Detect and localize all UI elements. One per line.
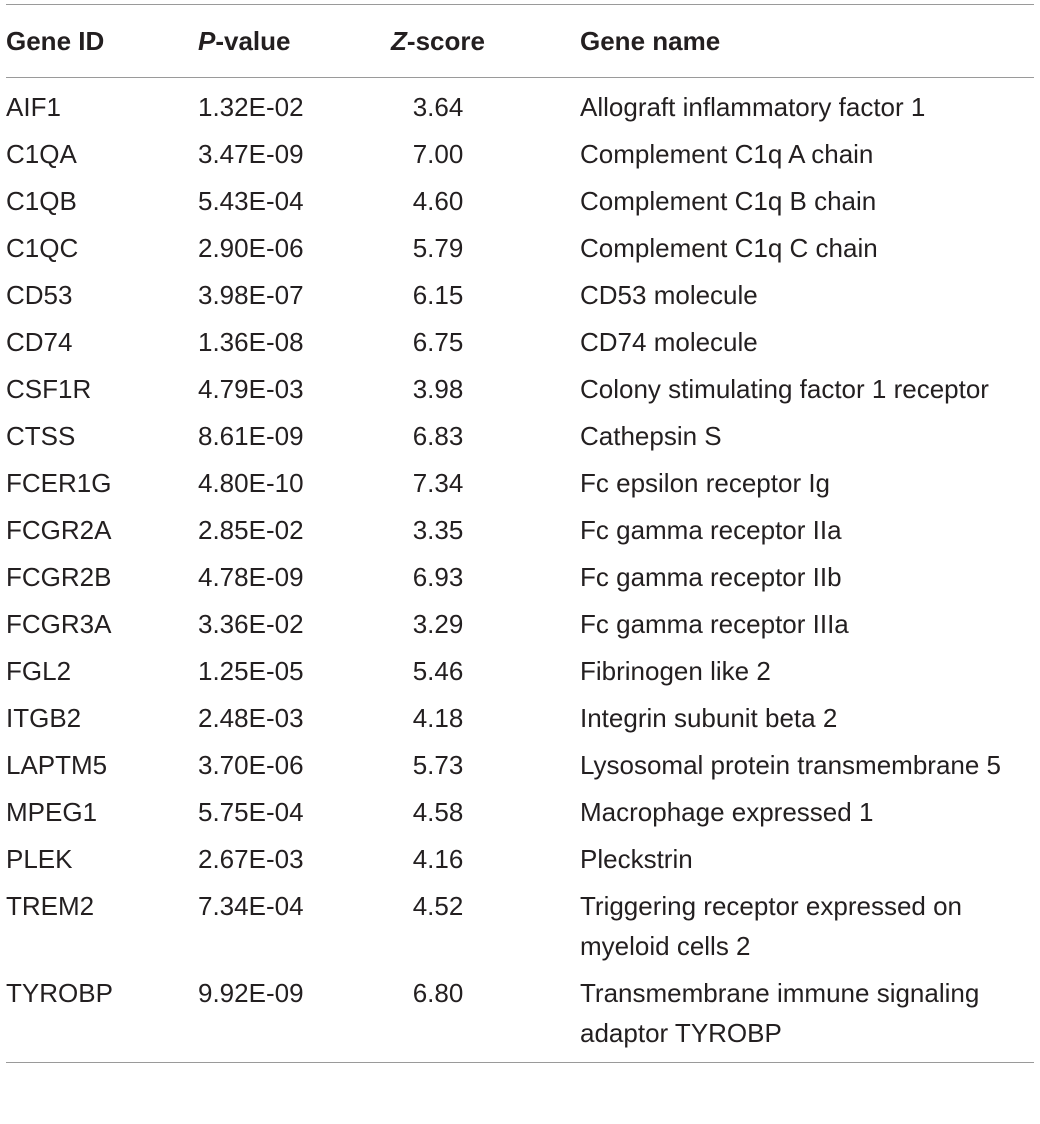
gene-id-cell: FGL2 bbox=[6, 655, 72, 686]
gene-id-cell: ITGB2 bbox=[6, 702, 82, 733]
gene-name-cell: Complement C1q B chain bbox=[580, 185, 877, 216]
header-gene-name: Gene name bbox=[580, 26, 721, 56]
table-row bbox=[6, 600, 1034, 647]
z-score-cell: 4.18 bbox=[412, 702, 464, 733]
gene-name-cell: Complement C1q C chain bbox=[580, 232, 878, 263]
gene-name-cell: Triggering receptor expressed on myeloid cells 2 bbox=[580, 890, 963, 961]
gene-id-cell: AIF1 bbox=[6, 91, 61, 122]
gene-name-cell: CD53 molecule bbox=[580, 279, 758, 310]
gene-table bbox=[6, 4, 1034, 1063]
table-row bbox=[6, 83, 1034, 130]
gene-id-cell: CD53 bbox=[6, 279, 73, 310]
p-value-cell: 1.36E-08 bbox=[198, 326, 304, 357]
p-value-cell: 2.90E-06 bbox=[198, 232, 304, 263]
p-value-cell: 2.67E-03 bbox=[198, 843, 304, 874]
table-row bbox=[6, 318, 1034, 365]
p-value-cell: 5.43E-04 bbox=[198, 185, 304, 216]
gene-id-cell: PLEK bbox=[6, 843, 73, 874]
z-score-cell: 4.58 bbox=[412, 796, 464, 827]
gene-id-cell: LAPTM5 bbox=[6, 749, 108, 780]
z-score-cell: 5.79 bbox=[412, 232, 464, 263]
table-row bbox=[6, 177, 1034, 224]
gene-name-cell: Colony stimulating factor 1 receptor bbox=[580, 373, 989, 404]
table-row bbox=[6, 224, 1034, 271]
z-score-cell: 4.60 bbox=[412, 185, 464, 216]
z-score-cell: 3.64 bbox=[412, 91, 464, 122]
p-value-cell: 7.34E-04 bbox=[198, 890, 304, 921]
table-row bbox=[6, 647, 1034, 694]
z-score-cell: 3.29 bbox=[412, 608, 464, 639]
gene-name-cell: Macrophage expressed 1 bbox=[580, 796, 874, 827]
gene-id-cell: C1QA bbox=[6, 138, 77, 169]
p-value-cell: 3.47E-09 bbox=[198, 138, 304, 169]
gene-name-cell: Fc epsilon receptor Ig bbox=[580, 467, 831, 498]
table-row bbox=[6, 835, 1034, 882]
z-score-cell: 6.83 bbox=[412, 420, 464, 451]
p-value-cell: 3.70E-06 bbox=[198, 749, 304, 780]
z-score-cell: 6.75 bbox=[412, 326, 464, 357]
gene-id-cell: CD74 bbox=[6, 326, 73, 357]
p-value-cell: 8.61E-09 bbox=[198, 420, 304, 451]
gene-name-cell: Allograft inflammatory factor 1 bbox=[580, 91, 926, 122]
table-row bbox=[6, 506, 1034, 553]
table-row bbox=[6, 882, 1034, 969]
p-value-cell: 1.25E-05 bbox=[198, 655, 304, 686]
z-score-cell: 3.98 bbox=[412, 373, 464, 404]
z-score-cell: 5.73 bbox=[412, 749, 464, 780]
header-gene-id: Gene ID bbox=[6, 26, 105, 56]
table-body bbox=[6, 78, 1034, 1062]
gene-name-cell: Cathepsin S bbox=[580, 420, 722, 451]
table-row bbox=[6, 271, 1034, 318]
z-score-cell: 4.16 bbox=[412, 843, 464, 874]
z-score-cell: 5.46 bbox=[412, 655, 464, 686]
gene-id-cell: MPEG1 bbox=[6, 796, 98, 827]
table-row bbox=[6, 788, 1034, 835]
p-value-cell: 4.79E-03 bbox=[198, 373, 304, 404]
gene-id-cell: C1QC bbox=[6, 232, 79, 263]
gene-name-cell: Fc gamma receptor IIa bbox=[580, 514, 842, 545]
gene-id-cell: C1QB bbox=[6, 185, 77, 216]
gene-name-cell: Fibrinogen like 2 bbox=[580, 655, 771, 686]
p-value-cell: 9.92E-09 bbox=[198, 977, 304, 1008]
table-row bbox=[6, 365, 1034, 412]
gene-id-cell: TYROBP bbox=[6, 977, 113, 1008]
header-p-value: P-value bbox=[198, 26, 291, 56]
table-row bbox=[6, 694, 1034, 741]
p-value-cell: 3.36E-02 bbox=[198, 608, 304, 639]
gene-name-cell: Transmembrane immune signaling adaptor TYROBP bbox=[580, 977, 980, 1048]
gene-name-cell: CD74 molecule bbox=[580, 326, 758, 357]
gene-id-cell: CTSS bbox=[6, 420, 76, 451]
z-score-cell: 7.00 bbox=[412, 138, 464, 169]
gene-name-cell: Integrin subunit beta 2 bbox=[580, 702, 838, 733]
table-row bbox=[6, 969, 1034, 1056]
z-score-cell: 4.52 bbox=[412, 890, 464, 921]
gene-id-cell: CSF1R bbox=[6, 373, 92, 404]
table-row bbox=[6, 130, 1034, 177]
p-value-cell: 2.85E-02 bbox=[198, 514, 304, 545]
p-value-cell: 1.32E-02 bbox=[198, 91, 304, 122]
p-value-cell: 4.78E-09 bbox=[198, 561, 304, 592]
gene-id-cell: FCER1G bbox=[6, 467, 112, 498]
gene-name-cell: Complement C1q A chain bbox=[580, 138, 874, 169]
table-row bbox=[6, 412, 1034, 459]
table-row bbox=[6, 459, 1034, 506]
p-value-cell: 2.48E-03 bbox=[198, 702, 304, 733]
header-z-score: Z-score bbox=[391, 26, 485, 56]
bottom-rule bbox=[6, 1062, 1034, 1063]
p-value-cell: 3.98E-07 bbox=[198, 279, 304, 310]
z-score-cell: 3.35 bbox=[412, 514, 464, 545]
p-value-cell: 4.80E-10 bbox=[198, 467, 304, 498]
gene-name-cell: Fc gamma receptor IIb bbox=[580, 561, 842, 592]
gene-name-cell: Fc gamma receptor IIIa bbox=[580, 608, 849, 639]
z-score-cell: 6.15 bbox=[412, 279, 464, 310]
table-row bbox=[6, 553, 1034, 600]
table-row bbox=[6, 741, 1034, 788]
gene-id-cell: FCGR3A bbox=[6, 608, 112, 639]
gene-id-cell: FCGR2A bbox=[6, 514, 112, 545]
gene-name-cell: Pleckstrin bbox=[580, 843, 693, 874]
table-header bbox=[6, 5, 1034, 77]
z-score-cell: 7.34 bbox=[412, 467, 464, 498]
z-score-cell: 6.93 bbox=[412, 561, 464, 592]
gene-id-cell: TREM2 bbox=[6, 890, 95, 921]
z-score-cell: 6.80 bbox=[412, 977, 464, 1008]
gene-id-cell: FCGR2B bbox=[6, 561, 112, 592]
gene-name-cell: Lysosomal protein transmembrane 5 bbox=[580, 749, 1002, 780]
p-value-cell: 5.75E-04 bbox=[198, 796, 304, 827]
